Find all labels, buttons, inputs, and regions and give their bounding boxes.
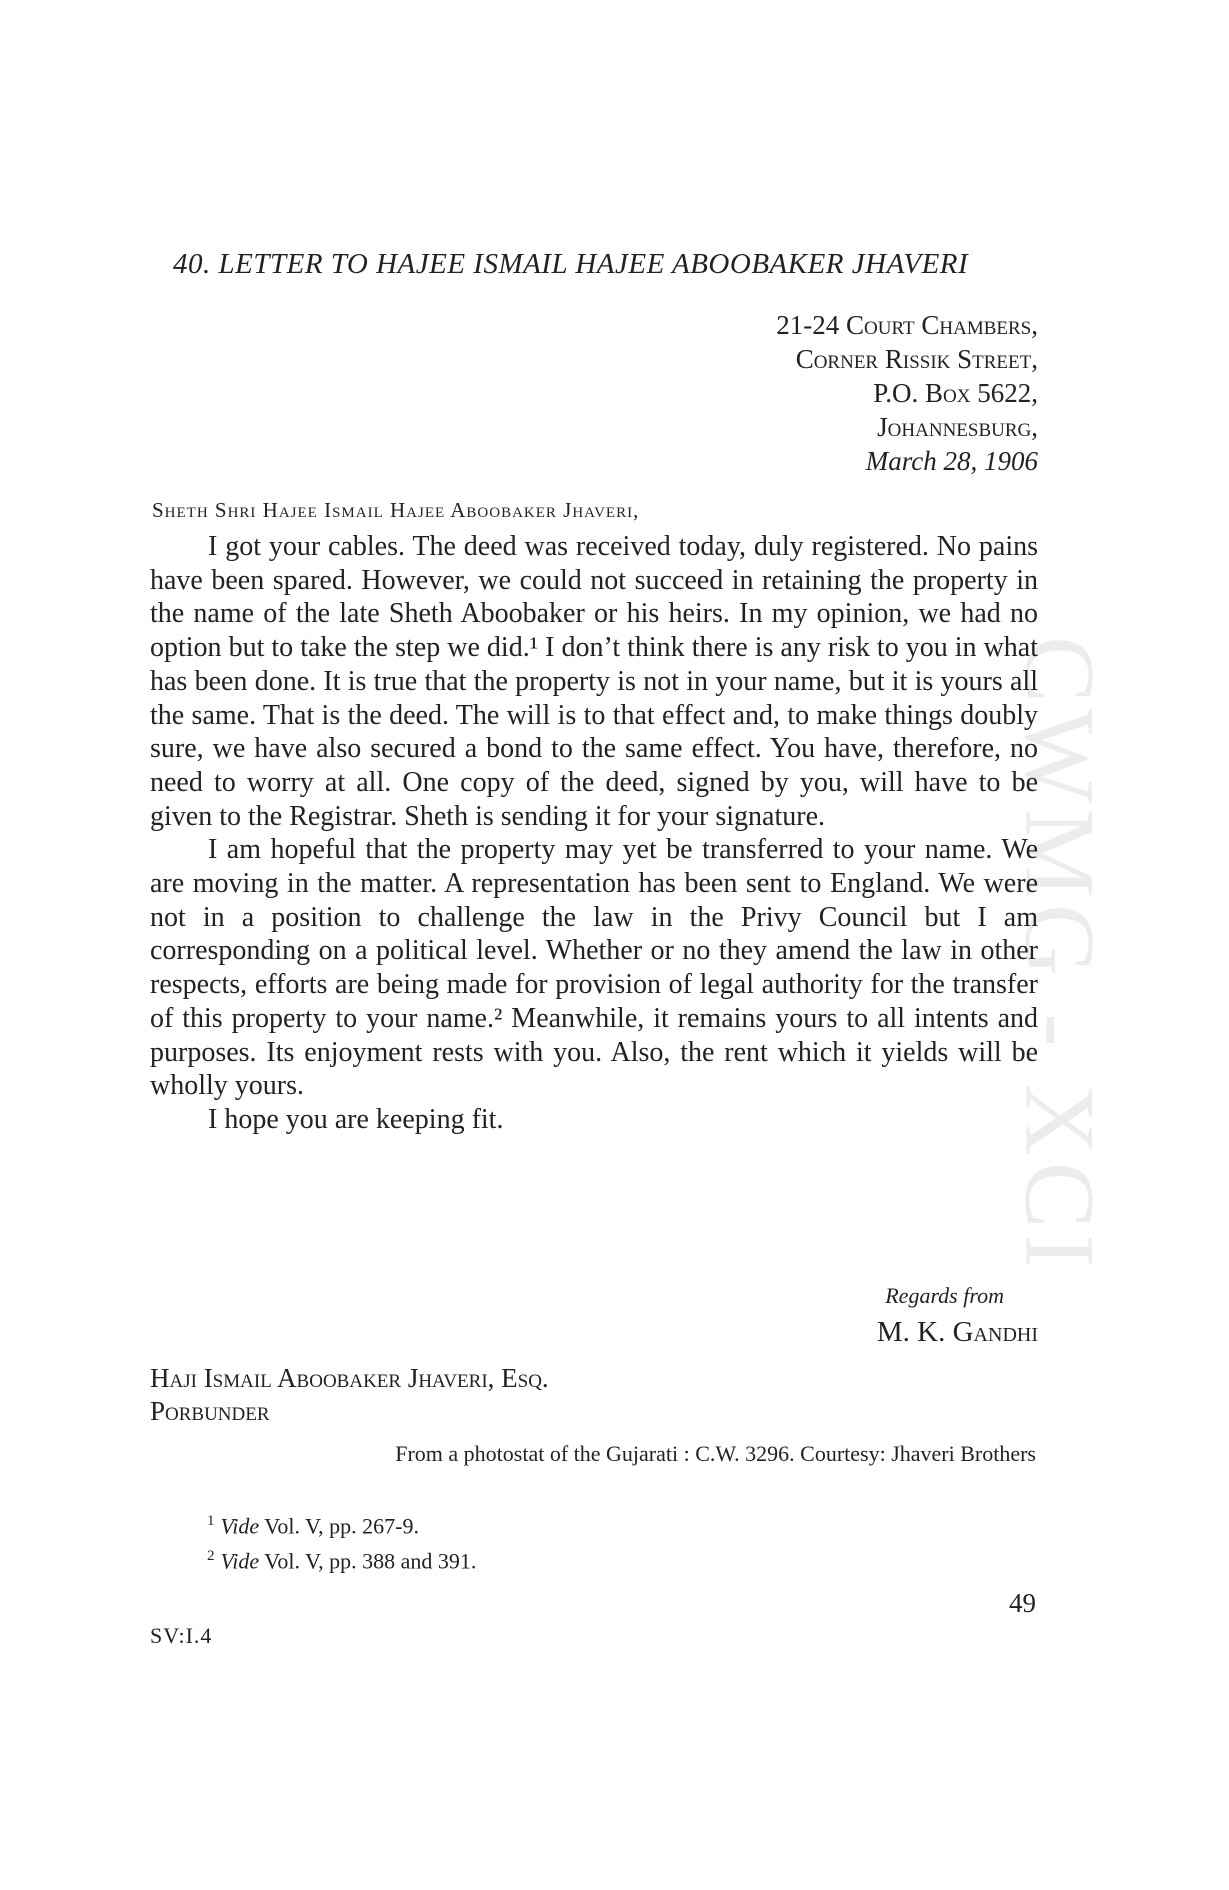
source-note: From a photostat of the Gujarati : C.W. 3296. Courtesy: Jhaveri Brothers <box>395 1441 1036 1466</box>
paragraph: I got your cables. The deed was received today, duly registered. No pains have been spared. However, we could not succeed in retaining the property in the name of the late Sheth Aboobaker or his heirs. In my opinion, we had no option but to take the step we did.¹ I don’t think there is any risk to you in what has been done. It is true that the property is not in your name, but it is yours all the same. That is the deed. The will is to that effect and, to make things doubly sure, we have also secured a bond to the same effect. You have, therefore, no need to worry at all. One copy of the deed, signed by you, will have to be given to the Registrar. Sheth is sending it for your signature. <box>150 531 1038 832</box>
recipient-name: Haji Ismail Aboobaker Jhaveri, Esq. <box>150 1363 549 1393</box>
footnote-text: Vol. V, pp. 267-9. <box>264 1513 419 1539</box>
page-number: 49 <box>1009 1588 1036 1618</box>
regards: Regards from <box>885 1283 1004 1308</box>
address-line-4: Johannesburg, <box>877 412 1038 442</box>
print-code: SV:I.4 <box>150 1623 213 1648</box>
footnote-vide: Vide <box>220 1513 260 1539</box>
footnote-marker: 2 <box>207 1548 215 1565</box>
paragraph: I hope you are keeping fit. <box>208 1103 504 1135</box>
footnotes <box>207 1506 476 1577</box>
paragraph: I am hopeful that the property may yet be transferred to your name. We are moving in the matter. A representation has been sent to England. We were not in a position to challenge the law in the Privy Council but I am corresponding on a political level. Whether or no they amend the law in other respects, efforts are being made for provision of legal authority for the transfer of this property to your name.² Meanwhile, it remains yours to all intents and purposes. Its enjoyment rests with you. Also, the rent which it yields will be wholly yours. <box>150 834 1038 1102</box>
signature: M. K. Gandhi <box>876 1316 1038 1348</box>
letter-title: 40. LETTER TO HAJEE ISMAIL HAJEE ABOOBAKER JHAVERI <box>173 248 969 280</box>
footnote-vide: Vide <box>220 1548 260 1574</box>
salutation: Sheth Shri Hajee Ismail Hajee Aboobaker Jhaveri, <box>152 498 640 522</box>
watermark-text: CWMG - XCI <box>1004 636 1116 1274</box>
footnote <box>207 1506 476 1541</box>
recipient-block <box>150 1362 549 1428</box>
letter-body <box>150 530 1038 1137</box>
address-line-1: 21-24 Court Chambers, <box>776 310 1038 340</box>
address-line-2: Corner Rissik Street, <box>795 344 1038 374</box>
footnote <box>207 1541 476 1576</box>
address-line-3: P.O. Box 5622, <box>873 378 1038 408</box>
recipient-place: Porbunder <box>150 1396 270 1426</box>
footnote-text: Vol. V, pp. 388 and 391. <box>264 1548 477 1574</box>
sender-address <box>776 308 1038 478</box>
footnote-marker: 1 <box>207 1513 215 1529</box>
letter-date: March 28, 1906 <box>865 446 1038 476</box>
